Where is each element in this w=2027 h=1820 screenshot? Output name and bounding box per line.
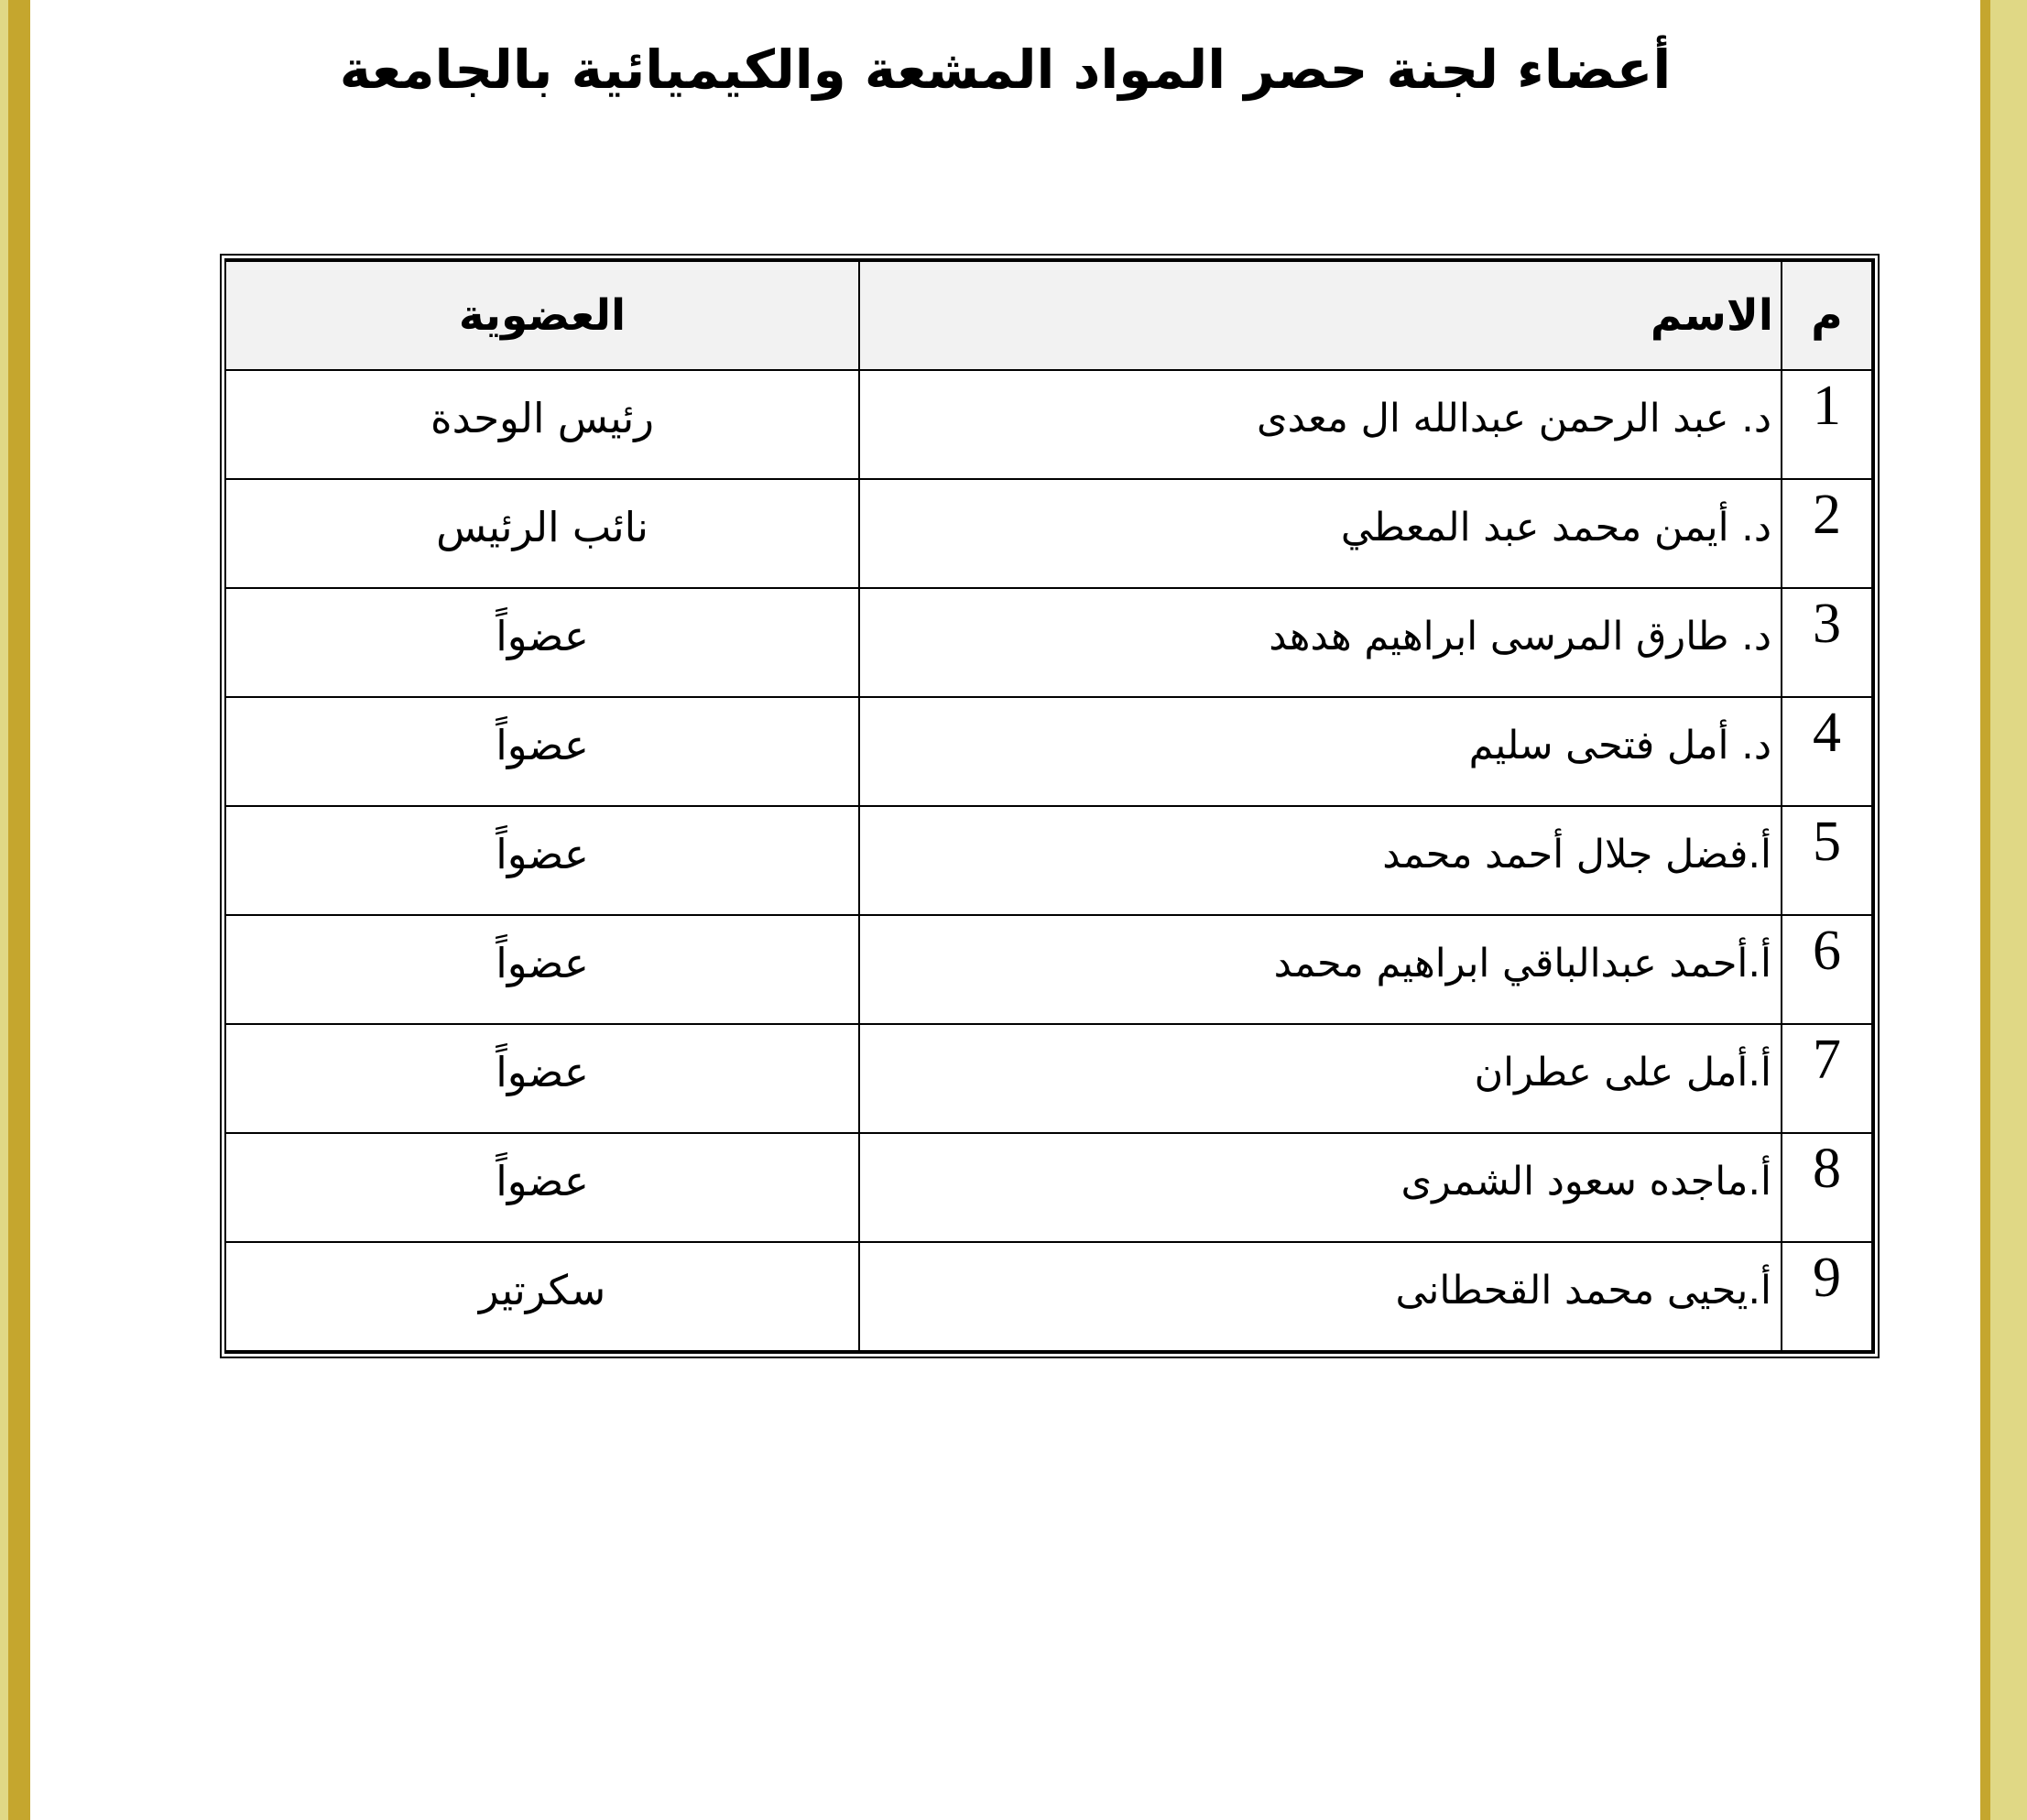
row-number-cell: 2 (1782, 479, 1872, 588)
row-name-cell: د. عبد الرحمن عبدالله ال معدى (859, 370, 1782, 479)
row-membership-cell: سكرتير (225, 1242, 859, 1351)
table-row (225, 915, 1872, 1024)
table-row (225, 697, 1872, 806)
row-membership-cell: عضواً (225, 1133, 859, 1242)
row-number-cell: 3 (1782, 588, 1872, 697)
table-row (225, 1242, 1872, 1351)
page-content (30, 0, 1980, 1820)
table-header-row (225, 261, 1872, 370)
row-membership-cell: رئيس الوحدة (225, 370, 859, 479)
members-table (224, 260, 1873, 1352)
row-membership-cell: عضواً (225, 806, 859, 915)
page-border-right-gold (1980, 0, 1990, 1820)
row-name-cell: د. أمل فتحى سليم (859, 697, 1782, 806)
table-row (225, 370, 1872, 479)
row-name-cell: د. طارق المرسى ابراهيم هدهد (859, 588, 1782, 697)
row-number-cell: 1 (1782, 370, 1872, 479)
row-name-cell: أ.يحيى محمد القحطانى (859, 1242, 1782, 1351)
table-row (225, 479, 1872, 588)
row-name-cell: أ.ماجده سعود الشمرى (859, 1133, 1782, 1242)
row-number-cell: 8 (1782, 1133, 1872, 1242)
row-name-cell: أ.أمل على عطران (859, 1024, 1782, 1133)
page-border-left-gold (8, 0, 30, 1820)
row-membership-cell: عضواً (225, 697, 859, 806)
header-membership: العضوية (225, 261, 859, 370)
table-row (225, 588, 1872, 697)
row-number-cell: 5 (1782, 806, 1872, 915)
row-number-cell: 6 (1782, 915, 1872, 1024)
header-number: م (1782, 261, 1872, 370)
page-title: أعضاء لجنة حصر المواد المشعة والكيميائية بالجامعة (339, 38, 1672, 101)
header-name: الاسم (859, 261, 1782, 370)
row-membership-cell: نائب الرئيس (225, 479, 859, 588)
row-name-cell: د. أيمن محمد عبد المعطي (859, 479, 1782, 588)
page-border-right-pale (1990, 0, 2027, 1820)
row-number-cell: 9 (1782, 1242, 1872, 1351)
row-name-cell: أ.فضل جلال أحمد محمد (859, 806, 1782, 915)
page-border-left-pale (0, 0, 8, 1820)
row-membership-cell: عضواً (225, 1024, 859, 1133)
row-membership-cell: عضواً (225, 588, 859, 697)
row-membership-cell: عضواً (225, 915, 859, 1024)
members-table-frame (220, 254, 1880, 1358)
table-row (225, 1024, 1872, 1133)
row-name-cell: أ.أحمد عبدالباقي ابراهيم محمد (859, 915, 1782, 1024)
row-number-cell: 4 (1782, 697, 1872, 806)
table-row (225, 1133, 1872, 1242)
table-row (225, 806, 1872, 915)
row-number-cell: 7 (1782, 1024, 1872, 1133)
